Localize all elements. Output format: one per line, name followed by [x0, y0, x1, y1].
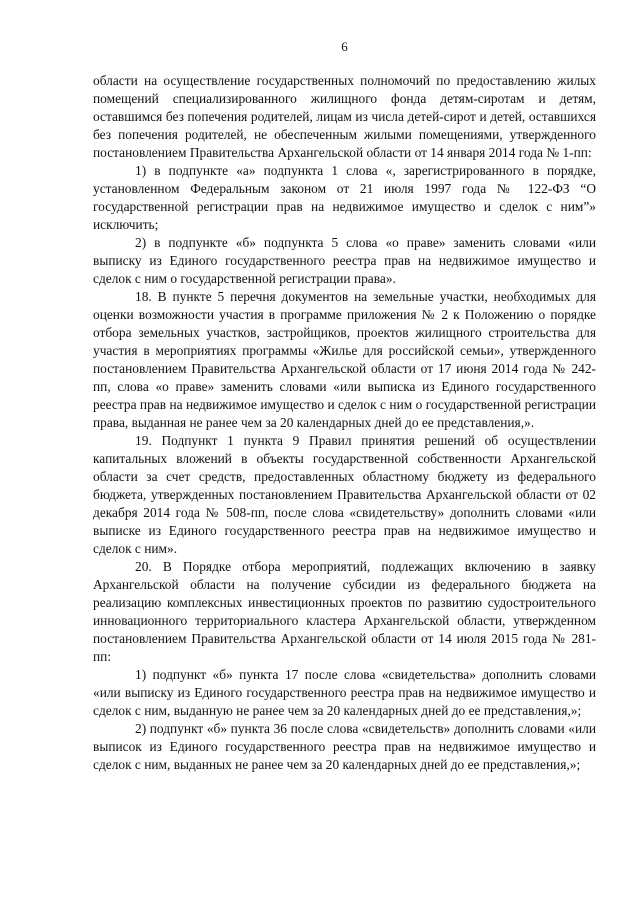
paragraph-item-2: 2) в подпункте «б» подпункта 5 слова «о праве» заменить словами «или выписку из Единого государственного реестра прав на недвижимое имущество и сделок с ним о государственной регистрации права». [93, 235, 596, 286]
page-number: 6 [341, 39, 348, 54]
paragraph-item-1: 1) в подпункте «а» подпункта 1 слова «, зарегистрированного в порядке, установленном Федеральным законом от 21 июля 1997 года № 122-ФЗ “О государственной регистрации прав на недвижимое имущество и сделок с ним”» исключить; [93, 163, 596, 232]
paragraph-intro-continuation: области на осуществление государственных полномочий по предоставлению жилых помещений специализированного жилищного фонда детям-сиротам и детям, оставшимся без попечения родителей, лицам из числа детей-сирот и детей, оставшихся без попечения родителей, не обеспеченным жилыми помещениями, утвержденного постановлением Правительства Архангельской области от 14 января 2014 года № 1-пп: [93, 73, 596, 160]
paragraph-clause-20-item-1: 1) подпункт «б» пункта 17 после слова «свидетельства» дополнить словами «или выписку из Единого государственного реестра прав на недвижимое имущество и сделок с ним, выданную не ранее чем за 20 календарных дней до ее представления,»; [93, 667, 596, 718]
paragraph-clause-19: 19. Подпункт 1 пункта 9 Правил принятия решений об осуществлении капитальных вложений в объекты государственной собственности Архангельской области за счет средств, предоставленных областному бюджету из федерального бюджета, утвержденных постановлением Правительства Архангельской области от 02 декабря 2014 года № 508-пп, после слова «свидетельству» дополнить словами «или выписке из Единого государственного реестра прав на недвижимое имущество и сделок с ним». [93, 433, 596, 556]
paragraph-clause-20: 20. В Порядке отбора мероприятий, подлежащих включению в заявку Архангельской области на получение субсидии из федерального бюджета на реализацию комплексных инвестиционных проектов по развитию судостроительного инновационного территориального кластера Архангельской области, утвержденном постановлением Правительства Архангельской области от 14 июля 2015 года № 281-пп: [93, 559, 596, 664]
paragraph-clause-18: 18. В пункте 5 перечня документов на земельные участки, необходимых для оценки возможности участия в программе приложения № 2 к Положению о порядке отбора земельных участков, застройщиков, проектов жилищного строительства для участия в мероприятиях программы «Жилье для российской семьи», утвержденного постановлением Правительства Архангельской области от 17 июня 2014 года № 242-пп, слова «о праве» заменить словами «или выписка из Единого государственного реестра прав на недвижимое имущество и сделок с ним о государственной регистрации права, выданная не ранее чем за 20 календарных дней до ее представления,». [93, 289, 596, 430]
paragraph-clause-20-item-2: 2) подпункт «б» пункта 36 после слова «свидетельств» дополнить словами «или выписок из Единого государственного реестра прав на недвижимое имущество и сделок с ним, выданных не ранее чем за 20 календарных дней до ее представления,»; [93, 721, 596, 772]
